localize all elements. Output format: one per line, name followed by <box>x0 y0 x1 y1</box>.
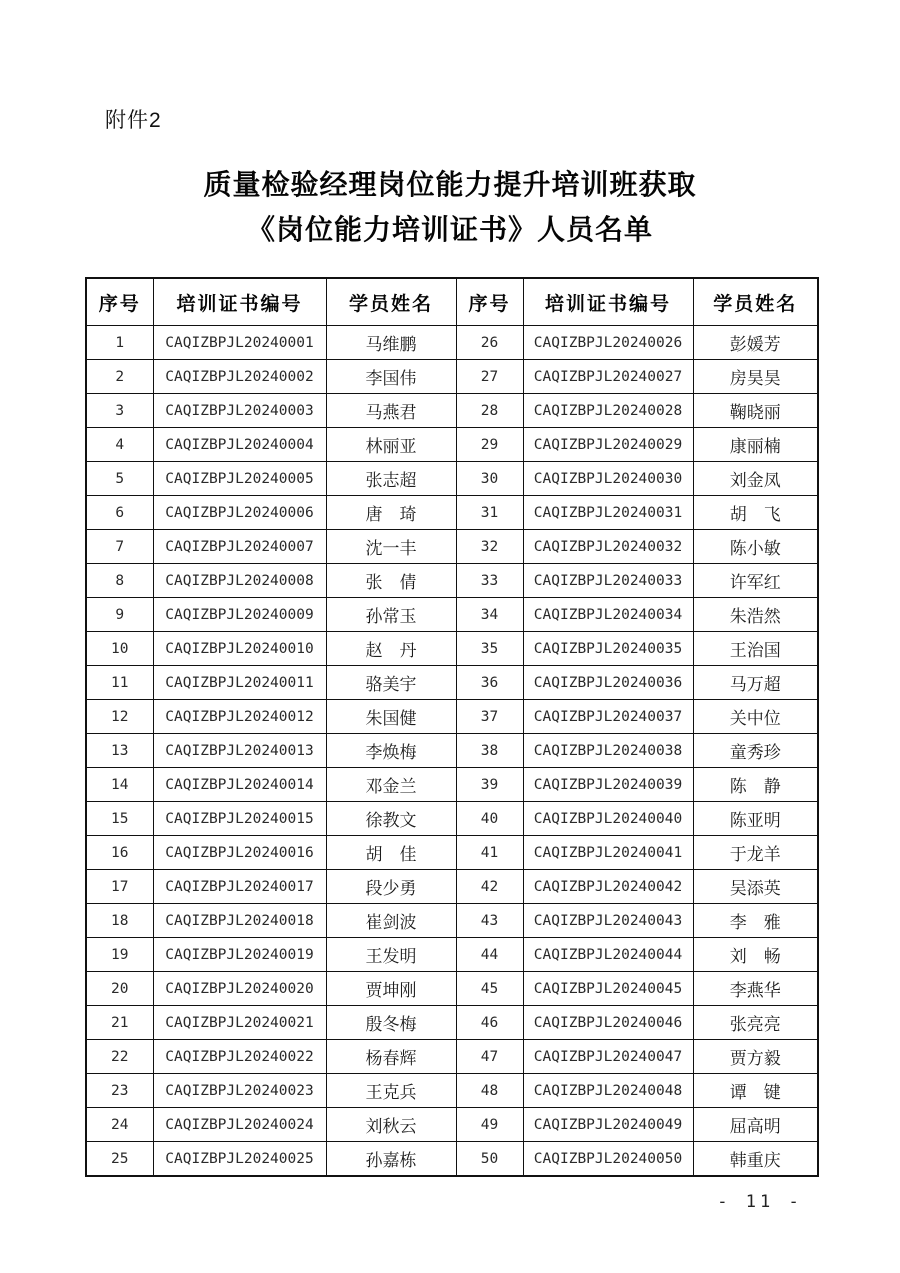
serial-number-cell: 32 <box>456 530 523 564</box>
serial-number-cell: 20 <box>86 972 153 1006</box>
certificate-number-cell: CAQIZBPJL20240009 <box>153 598 326 632</box>
student-name-cell: 李国伟 <box>326 360 456 394</box>
certificate-number-cell: CAQIZBPJL20240037 <box>523 700 693 734</box>
certificate-number-cell: CAQIZBPJL20240013 <box>153 734 326 768</box>
table-row <box>86 836 818 870</box>
serial-number-cell: 25 <box>86 1142 153 1177</box>
student-name-cell: 沈一丰 <box>326 530 456 564</box>
student-name-cell: 李焕梅 <box>326 734 456 768</box>
table-row <box>86 1074 818 1108</box>
certificate-number-cell: CAQIZBPJL20240035 <box>523 632 693 666</box>
table-row <box>86 1108 818 1142</box>
student-name-cell: 刘秋云 <box>326 1108 456 1142</box>
table-row <box>86 360 818 394</box>
certificate-number-cell: CAQIZBPJL20240045 <box>523 972 693 1006</box>
table-header-row <box>86 278 818 326</box>
certificate-number-cell: CAQIZBPJL20240020 <box>153 972 326 1006</box>
serial-number-cell: 14 <box>86 768 153 802</box>
serial-number-cell: 19 <box>86 938 153 972</box>
certificate-number-cell: CAQIZBPJL20240033 <box>523 564 693 598</box>
student-name-cell: 王治国 <box>693 632 818 666</box>
student-name-cell: 赵 丹 <box>326 632 456 666</box>
student-name-cell: 徐教文 <box>326 802 456 836</box>
student-name-cell: 孙嘉栋 <box>326 1142 456 1177</box>
serial-number-cell: 1 <box>86 326 153 360</box>
certificate-number-cell: CAQIZBPJL20240034 <box>523 598 693 632</box>
serial-number-cell: 38 <box>456 734 523 768</box>
certificate-number-cell: CAQIZBPJL20240042 <box>523 870 693 904</box>
certificate-number-cell: CAQIZBPJL20240027 <box>523 360 693 394</box>
certificate-number-cell: CAQIZBPJL20240007 <box>153 530 326 564</box>
certificate-number-cell: CAQIZBPJL20240003 <box>153 394 326 428</box>
table-row <box>86 632 818 666</box>
certificate-number-cell: CAQIZBPJL20240023 <box>153 1074 326 1108</box>
column-header-certificate: 培训证书编号 <box>523 278 693 326</box>
student-name-cell: 马万超 <box>693 666 818 700</box>
serial-number-cell: 46 <box>456 1006 523 1040</box>
student-name-cell: 段少勇 <box>326 870 456 904</box>
serial-number-cell: 47 <box>456 1040 523 1074</box>
serial-number-cell: 15 <box>86 802 153 836</box>
certificate-number-cell: CAQIZBPJL20240039 <box>523 768 693 802</box>
table-row <box>86 700 818 734</box>
serial-number-cell: 29 <box>456 428 523 462</box>
student-name-cell: 王发明 <box>326 938 456 972</box>
student-name-cell: 谭 键 <box>693 1074 818 1108</box>
serial-number-cell: 24 <box>86 1108 153 1142</box>
certificate-number-cell: CAQIZBPJL20240015 <box>153 802 326 836</box>
certificate-number-cell: CAQIZBPJL20240008 <box>153 564 326 598</box>
table-row <box>86 1142 818 1177</box>
document-title-line2: 《岗位能力培训证书》人员名单 <box>246 215 653 246</box>
certificate-number-cell: CAQIZBPJL20240004 <box>153 428 326 462</box>
student-name-cell: 林丽亚 <box>326 428 456 462</box>
serial-number-cell: 41 <box>456 836 523 870</box>
student-name-cell: 康丽楠 <box>693 428 818 462</box>
student-name-cell: 鞠晓丽 <box>693 394 818 428</box>
student-name-cell: 孙常玉 <box>326 598 456 632</box>
serial-number-cell: 22 <box>86 1040 153 1074</box>
student-name-cell: 陈亚明 <box>693 802 818 836</box>
table-row <box>86 1040 818 1074</box>
table-row <box>86 428 818 462</box>
student-name-cell: 贾方毅 <box>693 1040 818 1074</box>
table-row <box>86 564 818 598</box>
serial-number-cell: 12 <box>86 700 153 734</box>
student-name-cell: 吴添英 <box>693 870 818 904</box>
student-name-cell: 唐 琦 <box>326 496 456 530</box>
student-name-cell: 许军红 <box>693 564 818 598</box>
serial-number-cell: 17 <box>86 870 153 904</box>
serial-number-cell: 13 <box>86 734 153 768</box>
student-name-cell: 杨春辉 <box>326 1040 456 1074</box>
table-row <box>86 734 818 768</box>
certificate-number-cell: CAQIZBPJL20240046 <box>523 1006 693 1040</box>
certificate-number-cell: CAQIZBPJL20240049 <box>523 1108 693 1142</box>
certificate-number-cell: CAQIZBPJL20240018 <box>153 904 326 938</box>
student-name-cell: 李 雅 <box>693 904 818 938</box>
page-number: - 11 - <box>717 1192 803 1212</box>
certificate-number-cell: CAQIZBPJL20240032 <box>523 530 693 564</box>
certificate-number-cell: CAQIZBPJL20240050 <box>523 1142 693 1177</box>
serial-number-cell: 35 <box>456 632 523 666</box>
certificate-number-cell: CAQIZBPJL20240040 <box>523 802 693 836</box>
certificate-number-cell: CAQIZBPJL20240043 <box>523 904 693 938</box>
student-name-cell: 韩重庆 <box>693 1142 818 1177</box>
table-row <box>86 972 818 1006</box>
student-name-cell: 童秀珍 <box>693 734 818 768</box>
serial-number-cell: 37 <box>456 700 523 734</box>
student-name-cell: 邓金兰 <box>326 768 456 802</box>
certificate-number-cell: CAQIZBPJL20240002 <box>153 360 326 394</box>
table-row <box>86 326 818 360</box>
certificate-number-cell: CAQIZBPJL20240031 <box>523 496 693 530</box>
serial-number-cell: 4 <box>86 428 153 462</box>
table-row <box>86 394 818 428</box>
certificate-number-cell: CAQIZBPJL20240017 <box>153 870 326 904</box>
serial-number-cell: 39 <box>456 768 523 802</box>
serial-number-cell: 50 <box>456 1142 523 1177</box>
certificate-number-cell: CAQIZBPJL20240022 <box>153 1040 326 1074</box>
serial-number-cell: 31 <box>456 496 523 530</box>
student-name-cell: 崔剑波 <box>326 904 456 938</box>
student-name-cell: 关中位 <box>693 700 818 734</box>
certificate-number-cell: CAQIZBPJL20240021 <box>153 1006 326 1040</box>
serial-number-cell: 33 <box>456 564 523 598</box>
table-row <box>86 1006 818 1040</box>
student-name-cell: 陈小敏 <box>693 530 818 564</box>
student-name-cell: 王克兵 <box>326 1074 456 1108</box>
serial-number-cell: 42 <box>456 870 523 904</box>
serial-number-cell: 30 <box>456 462 523 496</box>
serial-number-cell: 9 <box>86 598 153 632</box>
serial-number-cell: 21 <box>86 1006 153 1040</box>
student-name-cell: 李燕华 <box>693 972 818 1006</box>
certificate-number-cell: CAQIZBPJL20240016 <box>153 836 326 870</box>
serial-number-cell: 27 <box>456 360 523 394</box>
student-name-cell: 马燕君 <box>326 394 456 428</box>
student-name-cell: 张 倩 <box>326 564 456 598</box>
serial-number-cell: 40 <box>456 802 523 836</box>
document-title <box>0 163 900 253</box>
student-name-cell: 胡 佳 <box>326 836 456 870</box>
serial-number-cell: 49 <box>456 1108 523 1142</box>
student-name-cell: 贾坤刚 <box>326 972 456 1006</box>
serial-number-cell: 45 <box>456 972 523 1006</box>
table-row <box>86 496 818 530</box>
serial-number-cell: 43 <box>456 904 523 938</box>
certificate-number-cell: CAQIZBPJL20240019 <box>153 938 326 972</box>
serial-number-cell: 7 <box>86 530 153 564</box>
certificate-number-cell: CAQIZBPJL20240038 <box>523 734 693 768</box>
student-name-cell: 胡 飞 <box>693 496 818 530</box>
serial-number-cell: 48 <box>456 1074 523 1108</box>
table-row <box>86 870 818 904</box>
serial-number-cell: 8 <box>86 564 153 598</box>
serial-number-cell: 36 <box>456 666 523 700</box>
certificate-number-cell: CAQIZBPJL20240010 <box>153 632 326 666</box>
serial-number-cell: 23 <box>86 1074 153 1108</box>
serial-number-cell: 26 <box>456 326 523 360</box>
student-name-cell: 彭媛芳 <box>693 326 818 360</box>
student-name-cell: 陈 静 <box>693 768 818 802</box>
certificate-number-cell: CAQIZBPJL20240024 <box>153 1108 326 1142</box>
certificate-number-cell: CAQIZBPJL20240011 <box>153 666 326 700</box>
certificate-number-cell: CAQIZBPJL20240048 <box>523 1074 693 1108</box>
serial-number-cell: 34 <box>456 598 523 632</box>
certificate-number-cell: CAQIZBPJL20240006 <box>153 496 326 530</box>
column-header-serial: 序号 <box>86 278 153 326</box>
certificate-number-cell: CAQIZBPJL20240026 <box>523 326 693 360</box>
table-row <box>86 598 818 632</box>
attachment-label: 附件2 <box>105 109 162 132</box>
certificate-number-cell: CAQIZBPJL20240025 <box>153 1142 326 1177</box>
serial-number-cell: 18 <box>86 904 153 938</box>
student-name-cell: 张志超 <box>326 462 456 496</box>
serial-number-cell: 6 <box>86 496 153 530</box>
certificate-number-cell: CAQIZBPJL20240030 <box>523 462 693 496</box>
student-name-cell: 刘 畅 <box>693 938 818 972</box>
document-title-line1: 质量检验经理岗位能力提升培训班获取 <box>203 170 697 201</box>
column-header-name: 学员姓名 <box>326 278 456 326</box>
serial-number-cell: 16 <box>86 836 153 870</box>
table-row <box>86 768 818 802</box>
serial-number-cell: 2 <box>86 360 153 394</box>
serial-number-cell: 44 <box>456 938 523 972</box>
trainee-roster-table <box>85 277 819 1177</box>
table-row <box>86 462 818 496</box>
certificate-number-cell: CAQIZBPJL20240047 <box>523 1040 693 1074</box>
student-name-cell: 于龙羊 <box>693 836 818 870</box>
certificate-number-cell: CAQIZBPJL20240041 <box>523 836 693 870</box>
student-name-cell: 房昊昊 <box>693 360 818 394</box>
student-name-cell: 刘金凤 <box>693 462 818 496</box>
student-name-cell: 马维鹏 <box>326 326 456 360</box>
certificate-number-cell: CAQIZBPJL20240029 <box>523 428 693 462</box>
certificate-number-cell: CAQIZBPJL20240001 <box>153 326 326 360</box>
certificate-number-cell: CAQIZBPJL20240036 <box>523 666 693 700</box>
column-header-certificate: 培训证书编号 <box>153 278 326 326</box>
certificate-number-cell: CAQIZBPJL20240014 <box>153 768 326 802</box>
student-name-cell: 朱浩然 <box>693 598 818 632</box>
serial-number-cell: 11 <box>86 666 153 700</box>
certificate-number-cell: CAQIZBPJL20240044 <box>523 938 693 972</box>
serial-number-cell: 5 <box>86 462 153 496</box>
certificate-number-cell: CAQIZBPJL20240028 <box>523 394 693 428</box>
table-row <box>86 938 818 972</box>
table-row <box>86 530 818 564</box>
table-row <box>86 666 818 700</box>
student-name-cell: 骆美宇 <box>326 666 456 700</box>
column-header-name: 学员姓名 <box>693 278 818 326</box>
serial-number-cell: 3 <box>86 394 153 428</box>
serial-number-cell: 10 <box>86 632 153 666</box>
table-row <box>86 904 818 938</box>
student-name-cell: 殷冬梅 <box>326 1006 456 1040</box>
student-name-cell: 屈高明 <box>693 1108 818 1142</box>
column-header-serial: 序号 <box>456 278 523 326</box>
serial-number-cell: 28 <box>456 394 523 428</box>
table-row <box>86 802 818 836</box>
certificate-number-cell: CAQIZBPJL20240005 <box>153 462 326 496</box>
student-name-cell: 张亮亮 <box>693 1006 818 1040</box>
student-name-cell: 朱国健 <box>326 700 456 734</box>
certificate-number-cell: CAQIZBPJL20240012 <box>153 700 326 734</box>
